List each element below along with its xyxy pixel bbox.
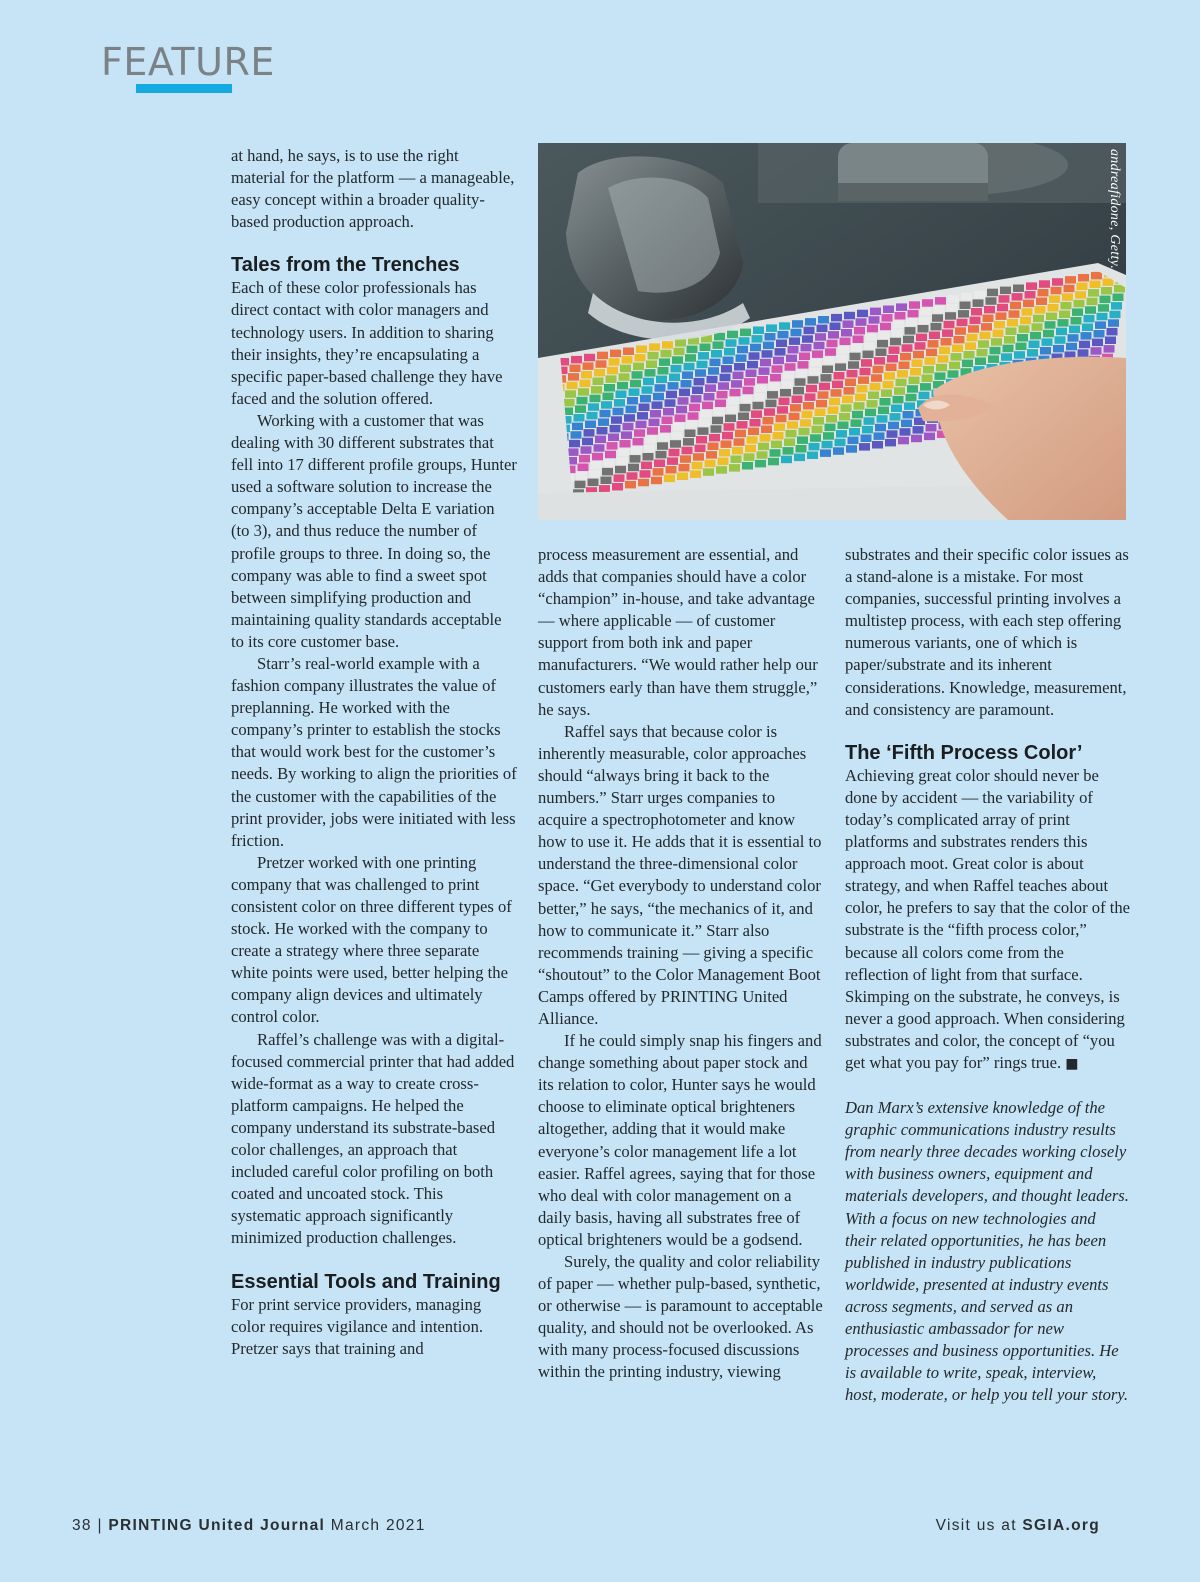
paragraph: at hand, he says, is to use the right material for the platform — a manageable, easy concept within a broader quality-based production approach. [231, 146, 515, 232]
section-underline [136, 84, 232, 93]
subheading-essential-tools: Essential Tools and Training [231, 1270, 501, 1293]
article-column-3 [845, 544, 1130, 1406]
footer-site [936, 1517, 1100, 1535]
subheading-fifth-process-color: The ‘Fifth Process Color’ [845, 741, 1083, 764]
photo-color-target-spectrophotometer [538, 143, 1126, 520]
footer-separator: | [97, 1517, 103, 1534]
article-column-2 [538, 544, 823, 1384]
end-mark-icon: ■ [1065, 1055, 1079, 1072]
paragraph: Raffel’s challenge was with a digital-focused commercial printer that had added wide-format as a way to create cross-platform campaigns. He helped the company understand its substrate-based color challenges, an approach that included careful color profiling on both coated and uncoated stock. This systematic approach significantly minimized production challenges. [231, 1029, 515, 1248]
paragraph: process measurement are essential, and adds that companies should have a color “champion” in-house, and take advantage — where applicable — of customer support from both ink and paper manufacturers. “We would rather help our customers early than have them struggle,” he says. [538, 545, 818, 719]
site-link[interactable]: SGIA.org [1022, 1517, 1100, 1534]
paragraph: Starr’s real-world example with a fashion company illustrates the value of preplanning. He worked with the company’s printer to establish the stocks that would work best for the customer’s needs. By working to align the priorities of the customer with the capabilities of the print provider, jobs were initiated with less friction. [231, 653, 517, 850]
paragraph: If he could simply snap his fingers and change something about paper stock and its relation to color, Hunter says he would choose to eliminate optical brighteners altogether, adding that it would make everyone’s color management life a lot easier. Raffel agrees, saying that for those who deal with color management on a daily basis, having all substrates free of optical brighteners would be a godsend. [538, 1031, 822, 1249]
subheading-tales-from-the-trenches: Tales from the Trenches [231, 254, 460, 277]
footer-folio [72, 1517, 426, 1535]
issue-date: March 2021 [330, 1517, 426, 1534]
article-column-1 [231, 145, 517, 1360]
paragraph: For print service providers, managing color requires vigilance and intention. Pretzer says that training and [231, 1294, 484, 1358]
author-bio: Dan Marx’s extensive knowledge of the graphic communications industry results from nearly three decades working closely with business owners, equipment and materials developers, and thought leaders. With a focus on new technologies and their related opportunities, he has been published in industry publications worldwide, presented at industry events across segments, and served as an enthusiastic ambassador for new processes and business opportunities. He is available to write, speak, interview, host, moderate, or help you tell your story. [845, 1098, 1129, 1405]
paragraph: Surely, the quality and color reliability of paper — whether pulp-based, synthetic, or otherwise — is paramount to acceptable quality, and should not be overlooked. As with many process-focused discussions within the printing industry, viewing [538, 1252, 823, 1382]
paragraph: Raffel says that because color is inherently measurable, color approaches should “always bring it back to the numbers.” Starr urges companies to acquire a spectrophotometer and know how to use it. He adds that it is essential to understand the three-dimensional color space. “Get everybody to understand color better,” he says, “the mechanics of it, and how to communicate it.” Starr also recommends training — giving a specific “shoutout” to the Color Management Boot Camps offered by PRINTING United Alliance. [538, 721, 822, 1028]
visit-text: Visit us at [935, 1517, 1017, 1534]
paragraph: Pretzer worked with one printing company that was challenged to print consistent color on three different types of stock. He worked with the company to create a strategy where three separate white points were used, better helping the company align devices and ultimately control color. [231, 852, 512, 1027]
paragraph: substrates and their specific color issues as a stand-alone is a mistake. For most companies, successful printing involves a multistep process, with each step offering numerous variants, one of which is paper/substrate and its inherent considerations. Knowledge, measurement, and consistency are paramount. [845, 545, 1129, 719]
photo-credit: andreafidone, Getty. [1107, 149, 1122, 270]
page-number: 38 [72, 1517, 92, 1534]
section-label: FEATURE [101, 40, 275, 84]
publication-name: PRINTING United Journal [108, 1517, 326, 1534]
paragraph-text: Achieving great color should never be done by accident — the variability of today’s complicated array of print platforms and substrates renders this approach moot. Great color is about strategy, and when Raffel teaches about color, he prefers to say that the color of the substrate is the “fifth process color,” because all colors come from the reflection of light from that surface. Skimping on the substrate, he conveys, is never a good approach. When considering substrates and color, the concept of “you get what you pay for” rings true. [845, 765, 1131, 1072]
paragraph: Each of these color professionals has direct contact with color managers and technology users. In addition to sharing their insights, they’re encapsulating a specific paper-based challenge they have faced and the solution offered. [231, 278, 503, 408]
photo-illustration [538, 143, 1126, 520]
paragraph: Working with a customer that was dealing with 30 different substrates that fell into 17 different profile groups, Hunter used a software solution to increase the company’s acceptable Delta E variation (to 3), and thus reduce the number of profile groups to three. In doing so, the company was able to find a sweet spot between simplifying production and maintaining quality standards acceptable to its core customer base. [231, 410, 517, 651]
paragraph [845, 765, 1130, 1075]
